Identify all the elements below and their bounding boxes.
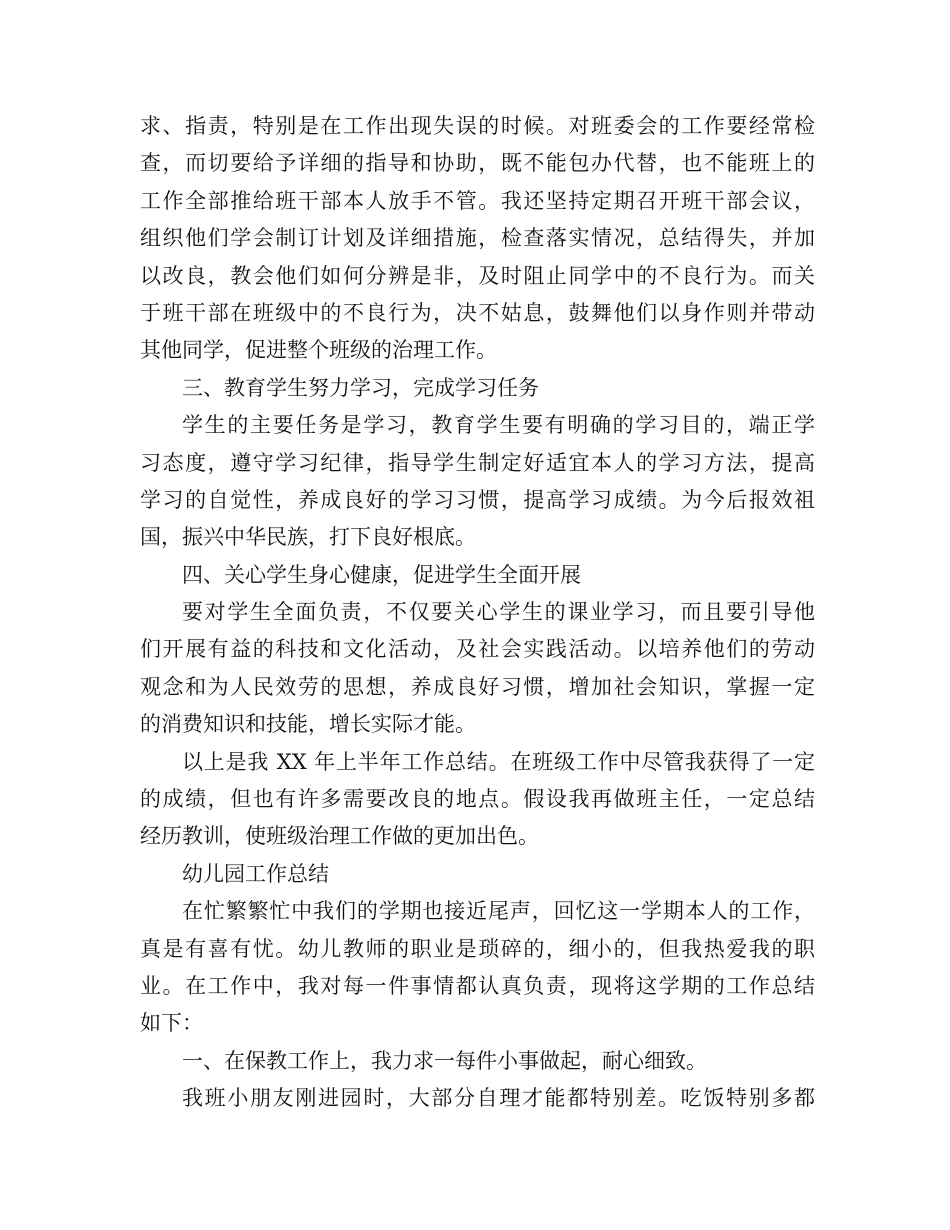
section-heading: 一、在保教工作上，我力求一每件小事做起，耐心细致。 bbox=[182, 1048, 707, 1073]
body-text-line: 们开展有益的科技和文化活动，及社会实践活动。以培养他们的劳动 bbox=[140, 637, 815, 662]
body-text-line: 我班小朋友刚进园时，大部分自理才能都特别差。吃饭特别多都 bbox=[182, 1086, 815, 1111]
body-text-line: 国，振兴中华民族，打下良好根底。 bbox=[140, 525, 476, 550]
body-text-line: 真是有喜有忧。幼儿教师的职业是琐碎的，细小的，但我热爱我的职 bbox=[140, 936, 815, 961]
body-text-line: 工作全部推给班干部本人放手不管。我还坚持定期召开班干部会议， bbox=[140, 188, 815, 213]
document-title: 幼儿园工作总结 bbox=[182, 861, 329, 886]
body-text-line: 求、指责，特别是在工作出现失误的时候。对班委会的工作要经常检 bbox=[140, 114, 815, 138]
body-text-line: 在忙繁繁忙中我们的学期也接近尾声，回忆这一学期本人的工作， bbox=[182, 899, 815, 924]
body-text-line: 学习的自觉性，养成良好的学习习惯，提高学习成绩。为今后报效祖 bbox=[140, 487, 815, 512]
body-text-line: 如下： bbox=[140, 1011, 203, 1036]
body-text-line: 查，而切要给予详细的指导和协助，既不能包办代替，也不能班上的 bbox=[140, 151, 815, 176]
body-text-line: 的成绩，但也有许多需要改良的地点。假设我再做班主任，一定总结 bbox=[140, 787, 815, 812]
document-body bbox=[140, 108, 815, 1118]
body-text-line: 以上是我 XX 年上半年工作总结。在班级工作中尽管我获得了一定 bbox=[182, 749, 815, 774]
body-text-line: 经历教训，使班级治理工作做的更加出色。 bbox=[140, 824, 539, 849]
body-text-line: 业。在工作中，我对每一件事情都认真负责，现将这学期的工作总结 bbox=[140, 973, 815, 998]
body-text-line: 学生的主要任务是学习，教育学生要有明确的学习目的，端正学 bbox=[182, 413, 815, 438]
body-text-line: 要对学生全面负责，不仅要关心学生的课业学习，而且要引导他 bbox=[182, 600, 815, 625]
section-heading: 四、关心学生身心健康，促进学生全面开展 bbox=[182, 562, 581, 587]
body-text-line: 的消费知识和技能，增长实际才能。 bbox=[140, 712, 476, 737]
body-text-line: 观念和为人民效劳的思想，养成良好习惯，增加社会知识，掌握一定 bbox=[140, 674, 815, 699]
section-heading: 三、教育学生努力学习，完成学习任务 bbox=[182, 375, 539, 400]
body-text-line: 其他同学，促进整个班级的治理工作。 bbox=[140, 338, 497, 363]
body-text-line: 以改良，教会他们如何分辨是非，及时阻止同学中的不良行为。而关 bbox=[140, 263, 815, 288]
body-text-line: 于班干部在班级中的不良行为，决不姑息，鼓舞他们以身作则并带动 bbox=[140, 300, 815, 325]
body-text-line: 组织他们学会制订计划及详细措施，检查落实情况，总结得失，并加 bbox=[140, 226, 815, 251]
body-text-line: 习态度，遵守学习纪律，指导学生制定好适宜本人的学习方法，提高 bbox=[140, 450, 815, 475]
